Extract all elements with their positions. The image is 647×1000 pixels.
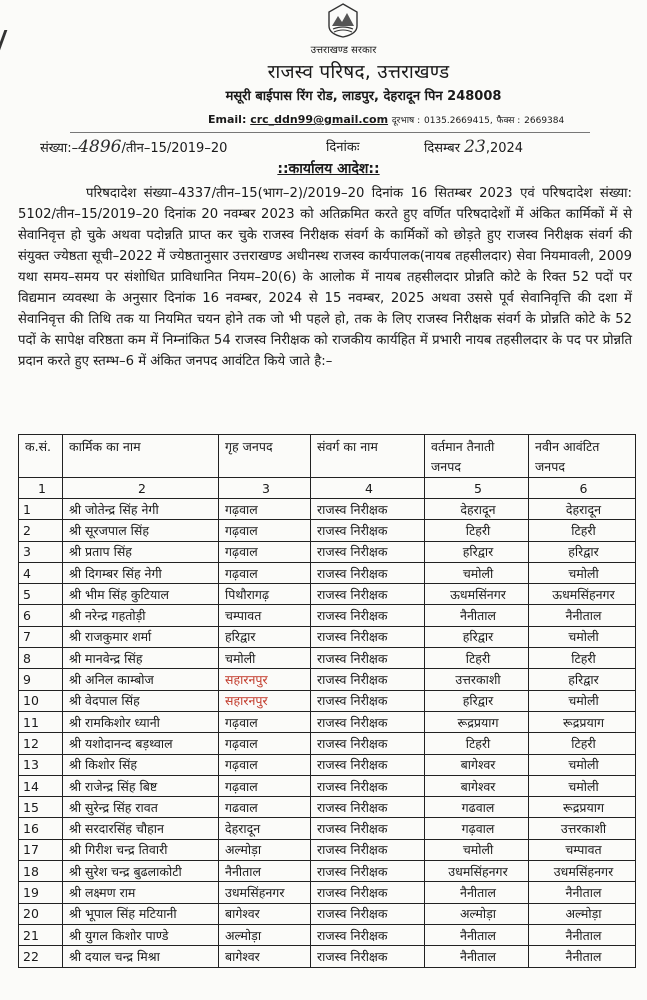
new-district-cell: टिहरी: [529, 733, 636, 754]
column-number: 2: [63, 478, 219, 499]
new-district-cell: हरिद्वार: [529, 669, 636, 690]
serial-cell: 17: [19, 839, 63, 860]
header-serial: क.सं.: [19, 435, 63, 478]
current-district-cell: नैनीताल: [425, 924, 529, 945]
cadre-cell: राजस्व निरीक्षक: [311, 520, 425, 541]
home-district-cell: गढ़वाल: [219, 775, 311, 796]
new-district-cell: ऊधमसिंहनगर: [529, 584, 636, 605]
home-district-cell: सहारनपुर: [219, 690, 311, 711]
name-cell: श्री रामकिशोर ध्यानी: [63, 711, 219, 732]
name-cell: श्री किशोर सिंह: [63, 754, 219, 775]
table-row: [19, 584, 636, 605]
office-name: राजस्व परिषद, उत्तराखण्ड: [267, 61, 450, 83]
serial-cell: 5: [19, 584, 63, 605]
new-district-cell: चमोली: [529, 626, 636, 647]
reference-number: संख्या:–4896/तीन–15/2019–20: [40, 137, 228, 157]
home-district-cell: नैनीताल: [219, 861, 311, 882]
header-cadre: संवर्ग का नाम: [311, 435, 425, 478]
current-district-cell: गढवाल: [425, 797, 529, 818]
name-cell: श्री भीम सिंह कुटियाल: [63, 584, 219, 605]
serial-cell: 14: [19, 775, 63, 796]
column-number: 3: [219, 478, 311, 499]
cadre-cell: राजस्व निरीक्षक: [311, 648, 425, 669]
table-row: [19, 669, 636, 690]
serial-cell: 15: [19, 797, 63, 818]
cadre-cell: राजस्व निरीक्षक: [311, 775, 425, 796]
cadre-cell: राजस्व निरीक्षक: [311, 946, 425, 967]
table-row: [19, 520, 636, 541]
cadre-cell: राजस्व निरीक्षक: [311, 605, 425, 626]
current-district-cell: टिहरी: [425, 520, 529, 541]
government-name: उत्तराखण्ड सरकार: [310, 45, 377, 56]
current-district-cell: चमोली: [425, 839, 529, 860]
table-row: [19, 605, 636, 626]
table-row: [19, 775, 636, 796]
table-row: [19, 882, 636, 903]
table-row: [19, 626, 636, 647]
name-cell: श्री जोतेन्द्र सिंह नेगी: [63, 499, 219, 520]
table-row: [19, 924, 636, 945]
cadre-cell: राजस्व निरीक्षक: [311, 584, 425, 605]
cadre-cell: राजस्व निरीक्षक: [311, 669, 425, 690]
serial-cell: 20: [19, 903, 63, 924]
name-cell: श्री सूरजपाल सिंह: [63, 520, 219, 541]
serial-cell: 19: [19, 882, 63, 903]
column-number: 6: [529, 478, 636, 499]
header-divider: [70, 132, 590, 133]
home-district-cell: उधमसिंहनगर: [219, 882, 311, 903]
cadre-cell: राजस्व निरीक्षक: [311, 924, 425, 945]
home-district-cell: चम्पावत: [219, 605, 311, 626]
table-row: [19, 499, 636, 520]
home-district-cell: देहरादून: [219, 818, 311, 839]
office-address: मसूरी बाईपास रिंग रोड, लाडपुर, देहरादून पिन 248008: [225, 89, 502, 104]
new-district-cell: चमोली: [529, 754, 636, 775]
staff-table-body: [19, 499, 636, 968]
current-district-cell: अल्मोड़ा: [425, 903, 529, 924]
current-district-cell: गढ़वाल: [425, 818, 529, 839]
table-row: [19, 648, 636, 669]
new-district-cell: रूद्रप्रयाग: [529, 797, 636, 818]
home-district-cell: बागेश्वर: [219, 903, 311, 924]
table-row: [19, 690, 636, 711]
table-row: [19, 861, 636, 882]
name-cell: श्री राजेन्द्र सिंह बिष्ट: [63, 775, 219, 796]
header-home-district: गृह जनपद: [219, 435, 311, 478]
current-district-cell: उधमसिंहनगर: [425, 861, 529, 882]
home-district-cell: गढ़वाल: [219, 733, 311, 754]
current-district-cell: उत्तरकाशी: [425, 669, 529, 690]
serial-cell: 18: [19, 861, 63, 882]
table-row: [19, 839, 636, 860]
header-new-district: नवीन आवंटित जनपद: [529, 435, 636, 478]
home-district-cell: गढ़वाल: [219, 754, 311, 775]
handwritten-date: 23: [464, 137, 486, 157]
current-district-cell: देहरादून: [425, 499, 529, 520]
cadre-cell: राजस्व निरीक्षक: [311, 733, 425, 754]
serial-cell: 21: [19, 924, 63, 945]
name-cell: श्री लक्ष्मण राम: [63, 882, 219, 903]
cadre-cell: राजस्व निरीक्षक: [311, 711, 425, 732]
name-cell: श्री राजकुमार शर्मा: [63, 626, 219, 647]
serial-cell: 7: [19, 626, 63, 647]
new-district-cell: चम्पावत: [529, 839, 636, 860]
name-cell: श्री अनिल काम्बोज: [63, 669, 219, 690]
cadre-cell: राजस्व निरीक्षक: [311, 903, 425, 924]
table-row: [19, 818, 636, 839]
home-district-cell: अल्मोड़ा: [219, 924, 311, 945]
cadre-cell: राजस्व निरीक्षक: [311, 626, 425, 647]
cadre-cell: राजस्व निरीक्षक: [311, 882, 425, 903]
table-row: [19, 946, 636, 967]
column-number: 1: [19, 478, 63, 499]
current-district-cell: नैनीताल: [425, 882, 529, 903]
new-district-cell: हरिद्वार: [529, 541, 636, 562]
new-district-cell: चमोली: [529, 562, 636, 583]
table-header-row: [19, 435, 636, 478]
current-district-cell: चमोली: [425, 562, 529, 583]
table-row: [19, 562, 636, 583]
name-cell: श्री वेदपाल सिंह: [63, 690, 219, 711]
contact-line: Email: crc_ddn99@gmail.com दूरभाष : 0135.2669415, फैक्स : 2669384: [208, 113, 565, 126]
table-row: [19, 711, 636, 732]
new-district-cell: नैनीताल: [529, 882, 636, 903]
home-district-cell: चमोली: [219, 648, 311, 669]
serial-cell: 4: [19, 562, 63, 583]
cadre-cell: राजस्व निरीक्षक: [311, 861, 425, 882]
table-row: [19, 903, 636, 924]
home-district-cell: पिथौरागढ़: [219, 584, 311, 605]
state-emblem-icon: [326, 2, 360, 38]
cadre-cell: राजस्व निरीक्षक: [311, 818, 425, 839]
cadre-cell: राजस्व निरीक्षक: [311, 499, 425, 520]
new-district-cell: टिहरी: [529, 520, 636, 541]
name-cell: श्री मानवेन्द्र सिंह: [63, 648, 219, 669]
home-district-cell: हरिद्वार: [219, 626, 311, 647]
home-district-cell: सहारनपुर: [219, 669, 311, 690]
current-district-cell: हरिद्वार: [425, 626, 529, 647]
current-district-cell: बागेश्वर: [425, 775, 529, 796]
name-cell: श्री युगल किशोर पाण्डे: [63, 924, 219, 945]
new-district-cell: चमोली: [529, 775, 636, 796]
phone-number: 0135.2669415,: [423, 116, 493, 126]
handwritten-number: 4896: [78, 137, 122, 157]
new-district-cell: टिहरी: [529, 648, 636, 669]
new-district-cell: देहरादून: [529, 499, 636, 520]
cadre-cell: राजस्व निरीक्षक: [311, 797, 425, 818]
name-cell: श्री सरदारसिंह चौहान: [63, 818, 219, 839]
serial-cell: 16: [19, 818, 63, 839]
column-number-row: [19, 478, 636, 499]
current-district-cell: हरिद्वार: [425, 690, 529, 711]
table-row: [19, 541, 636, 562]
cadre-cell: राजस्व निरीक्षक: [311, 839, 425, 860]
name-cell: श्री गिरीश चन्द्र तिवारी: [63, 839, 219, 860]
cadre-cell: राजस्व निरीक्षक: [311, 754, 425, 775]
serial-cell: 3: [19, 541, 63, 562]
name-cell: श्री दयाल चन्द्र मिश्रा: [63, 946, 219, 967]
current-district-cell: ऊधमसिंनगर: [425, 584, 529, 605]
name-cell: श्री यशोदानन्द बड़थ्वाल: [63, 733, 219, 754]
column-number: 5: [425, 478, 529, 499]
current-district-cell: टिहरी: [425, 733, 529, 754]
home-district-cell: बागेश्वर: [219, 946, 311, 967]
table-row: [19, 797, 636, 818]
current-district-cell: नैनीताल: [425, 605, 529, 626]
order-body: परिषदादेश संख्या–4337/तीन–15(भाग–2)/2019–20 दिनांक 16 सितम्बर 2023 एवं परिषदादेश संख्या: 5102/तीन–15/2019–20 दिनांक 20 नवम्बर 2023 को अतिक्रमित करते हुए वर्णित परिषदादेशों में अंकित कार्मिकों में से सेवानिवृत्त हो चुके अथवा पदोन्नति प्राप्त कर चुके राजस्व निरीक्षक संवर्ग के कार्मिकों को छोड़ते हुए राजस्व निरीक्षक संवर्ग की संयुक्त ज्येष्ठता सूची–2022 में ज्येष्ठतानुसार उत्तराखण्ड अधीनस्थ राजस्व कार्यपालक(नायब तहसीलदार) सेवा नियमावली, 2009 यथा समय–समय पर संशोधित प्राविधानित नियम–20(6) के आलोक में नायब तहसीलदार प्रोन्नति कोटे के रिक्त 52 पदों पर विद्यमान व्यवस्था के अनुसार दिनांक 16 नवम्बर, 2024 से 15 नवम्बर, 2025 अथवा उससे पूर्व सेवानिवृत्ति की दशा में सेवानिवृत्त की तिथि तक या नियमित चयन होने तक जो भी पहले हो, तक के लिए राजस्व निरीक्षक संवर्ग के प्रोन्नति कोटे के 52 पदों के सापेक्ष वरिष्ठता कम में निम्नांकित 54 राजस्व निरीक्षक को राजकीय कार्यहित में प्रभारी नायब तहसीलदार के पद पर प्रोन्नति प्रदान करते हुए स्तम्भ–6 में अंकित जनपद आवंटित किये जाते है:–: [18, 186, 632, 369]
new-district-cell: नैनीताल: [529, 924, 636, 945]
name-cell: श्री नरेन्द्र गहतोड़ी: [63, 605, 219, 626]
serial-cell: 6: [19, 605, 63, 626]
new-district-cell: रूद्रप्रयाग: [529, 711, 636, 732]
new-district-cell: नैनीताल: [529, 605, 636, 626]
new-district-cell: उत्तरकाशी: [529, 818, 636, 839]
home-district-cell: गढ़वाल: [219, 562, 311, 583]
cadre-cell: राजस्व निरीक्षक: [311, 690, 425, 711]
home-district-cell: अल्मोड़ा: [219, 839, 311, 860]
current-district-cell: बागेश्वर: [425, 754, 529, 775]
name-cell: श्री सुरेन्द्र सिंह रावत: [63, 797, 219, 818]
serial-cell: 11: [19, 711, 63, 732]
cadre-cell: राजस्व निरीक्षक: [311, 541, 425, 562]
header-current-district: वर्तमान तैनाती जनपद: [425, 435, 529, 478]
order-title: ::कार्यालय आदेश::: [277, 161, 380, 177]
email-link[interactable]: crc_ddn99@gmail.com: [250, 113, 389, 126]
table-row: [19, 754, 636, 775]
name-cell: श्री भूपाल सिंह मटियानी: [63, 903, 219, 924]
serial-cell: 1: [19, 499, 63, 520]
new-district-cell: चमोली: [529, 690, 636, 711]
new-district-cell: उधमसिंहनगर: [529, 861, 636, 882]
serial-cell: 2: [19, 520, 63, 541]
cadre-cell: राजस्व निरीक्षक: [311, 562, 425, 583]
home-district-cell: गढवाल: [219, 797, 311, 818]
table-row: [19, 733, 636, 754]
current-district-cell: हरिद्वार: [425, 541, 529, 562]
serial-cell: 13: [19, 754, 63, 775]
new-district-cell: नैनीताल: [529, 946, 636, 967]
header-name: कार्मिक का नाम: [63, 435, 219, 478]
name-cell: श्री दिगम्बर सिंह नेगी: [63, 562, 219, 583]
name-cell: श्री प्रताप सिंह: [63, 541, 219, 562]
serial-cell: 8: [19, 648, 63, 669]
serial-cell: 22: [19, 946, 63, 967]
serial-cell: 9: [19, 669, 63, 690]
reference-date: दिसम्बर 23,2024: [424, 137, 524, 157]
serial-cell: 10: [19, 690, 63, 711]
home-district-cell: गढ़वाल: [219, 520, 311, 541]
current-district-cell: नैनीताल: [425, 946, 529, 967]
fax-number: 2669384: [524, 116, 565, 126]
home-district-cell: गढ़वाल: [219, 711, 311, 732]
home-district-cell: गढ़वाल: [219, 499, 311, 520]
serial-cell: 12: [19, 733, 63, 754]
staff-table: [18, 434, 636, 968]
date-label: दिनांकः: [326, 140, 360, 155]
new-district-cell: अल्मोड़ा: [529, 903, 636, 924]
current-district-cell: टिहरी: [425, 648, 529, 669]
column-number: 4: [311, 478, 425, 499]
home-district-cell: गढ़वाल: [219, 541, 311, 562]
current-district-cell: रूद्रप्रयाग: [425, 711, 529, 732]
name-cell: श्री सुरेश चन्द्र बुढलाकोटी: [63, 861, 219, 882]
